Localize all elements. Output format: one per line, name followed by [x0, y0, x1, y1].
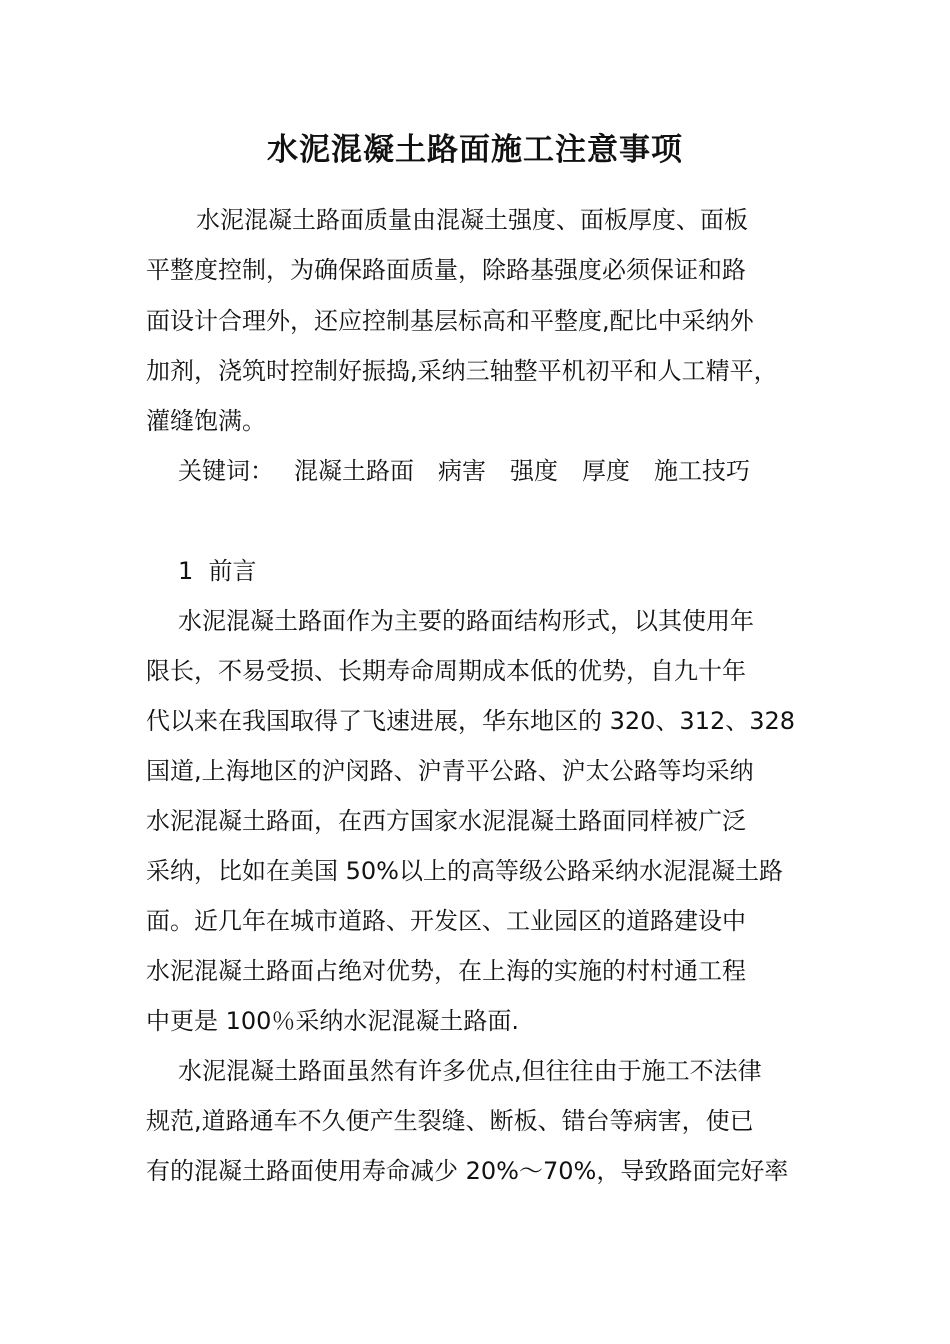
paragraph-line: 代以来在我国取得了飞速进展，华东地区的 320、312、328: [146, 707, 796, 735]
paragraph-line: 水泥混凝土路面占绝对优势，在上海的实施的村村通工程: [146, 957, 746, 985]
keywords-label: 关键词：: [178, 457, 274, 485]
paragraph-line: 限长，不易受损、长期寿命周期成本低的优势，自九十年: [146, 657, 746, 685]
paragraph-line: 水泥混凝土路面虽然有许多优点,但往往由于施工不法律: [178, 1057, 762, 1085]
paragraph-line: 水泥混凝土路面，在西方国家水泥混凝土路面同样被广泛: [146, 807, 746, 835]
paragraph-line: 面。近几年在城市道路、开发区、工业园区的道路建设中: [146, 907, 746, 935]
keyword-item: 施工技巧: [654, 457, 750, 485]
paragraph-line: 规范,道路通车不久便产生裂缝、断板、错台等病害，使已: [146, 1107, 754, 1135]
keywords-line: [178, 453, 774, 489]
abstract-line: 平整度控制，为确保路面质量，除路基强度必须保证和路: [146, 256, 746, 284]
paragraph-line: 中更是 100％采纳水泥混凝土路面.: [146, 1007, 520, 1035]
paragraph-line: 水泥混凝土路面作为主要的路面结构形式，以其使用年: [178, 607, 754, 635]
keyword-item: 病害: [438, 457, 486, 485]
abstract-line: 加剂，浇筑时控制好振捣,采纳三轴整平机初平和人工精平，: [146, 357, 778, 385]
keyword-item: 混凝土路面: [294, 457, 414, 485]
section-heading: 1 前言: [178, 557, 257, 585]
paragraph-line: 国道,上海地区的沪闵路、沪青平公路、沪太公路等均采纳: [146, 757, 754, 785]
paragraph-line: 有的混凝土路面使用寿命减少 20%～70%，导致路面完好率: [146, 1157, 789, 1185]
keyword-item: 厚度: [582, 457, 630, 485]
abstract-line: 面设计合理外，还应控制基层标高和平整度,配比中采纳外: [146, 307, 754, 335]
document-title: 水泥混凝土路面施工注意事项: [267, 132, 683, 168]
paragraph-line: 采纳，比如在美国 50%以上的高等级公路采纳水泥混凝土路: [146, 857, 783, 885]
abstract-line: 灌缝饱满。: [146, 407, 266, 435]
abstract-line: 水泥混凝土路面质量由混凝土强度、面板厚度、面板: [196, 206, 748, 234]
keyword-item: 强度: [510, 457, 558, 485]
